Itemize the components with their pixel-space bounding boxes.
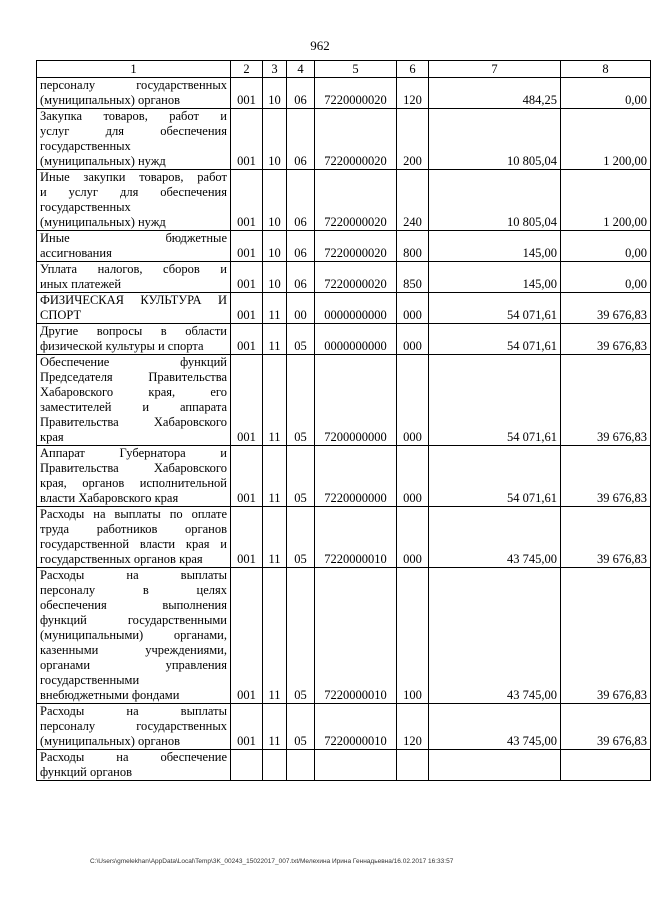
row-name-cell [37,355,231,446]
subsection-cell: 06 [287,231,315,262]
code-cell: 001 [231,507,263,568]
row-name-line: Иные закупки товаров, работ [40,170,227,184]
row-name-line: (муниципальных) нужд [40,215,166,229]
row-name-line: государственных органов края [40,552,203,566]
row-name-line: Закупка товаров, работ и [40,109,227,123]
target-article-cell: 7200000000 [315,355,397,446]
section-cell: 11 [263,293,287,324]
table-row [37,568,651,704]
code-cell: 001 [231,293,263,324]
code-cell: 001 [231,355,263,446]
table-row [37,262,651,293]
budget-table [36,60,651,781]
table-row [37,750,651,781]
row-name-line: Аппарат Губернатора и [40,446,227,460]
row-name-line: физической культуры и спорта [40,339,204,353]
row-name-cell [37,293,231,324]
row-name-line: (муниципальных) органов [40,734,181,748]
expense-type-cell: 000 [397,446,429,507]
target-article-cell: 7220000020 [315,170,397,231]
file-path-footer: C:\Users\gmelekhan\AppData\Local\Temp\3K_00243_15022017_007.txt/Мелехина Ирина Геннадьевна/16.02.2017 16:33:57 [90,858,454,865]
subsection-cell: 05 [287,507,315,568]
page-number: 962 [310,38,330,53]
table-row [37,170,651,231]
row-name-line: Расходы на обеспечение [40,750,227,764]
row-name-line: государственных [40,139,131,153]
row-name-line: ФИЗИЧЕСКАЯ КУЛЬТУРА И [40,293,227,307]
target-article-cell: 7220000020 [315,231,397,262]
row-name-cell [37,324,231,355]
row-name-line: услуг для обеспечения [40,124,227,138]
row-name-line: труда работников органов [40,522,227,536]
expense-type-cell: 000 [397,324,429,355]
section-cell: 11 [263,355,287,446]
amount-cell: 43 745,00 [429,704,561,750]
row-name-line: Расходы на выплаты по оплате [40,507,227,521]
subsection-cell: 05 [287,446,315,507]
column-header: 1 [37,61,231,78]
code-cell: 001 [231,704,263,750]
subsection-cell: 05 [287,324,315,355]
table-row [37,446,651,507]
amount-cell: 43 745,00 [429,568,561,704]
subsection-cell: 06 [287,78,315,109]
row-name-cell [37,170,231,231]
expense-type-cell: 120 [397,78,429,109]
subsection-cell: 06 [287,109,315,170]
table-row [37,293,651,324]
amount-cell: 145,00 [429,231,561,262]
row-name-line: обеспечения выполнения [40,598,227,612]
row-name-line: Правительства Хабаровского [40,461,227,475]
amount-cell: 1 200,00 [561,170,651,231]
code-cell: 001 [231,324,263,355]
row-name-line: Уплата налогов, сборов и [40,262,227,276]
amount-cell: 39 676,83 [561,293,651,324]
row-name-line: власти Хабаровского края [40,491,179,505]
target-article-cell: 0000000000 [315,293,397,324]
amount-cell: 484,25 [429,78,561,109]
expense-type-cell: 120 [397,704,429,750]
row-name-cell [37,262,231,293]
row-name-cell [37,507,231,568]
section-cell: 11 [263,568,287,704]
row-name-cell [37,109,231,170]
amount-cell: 54 071,61 [429,446,561,507]
code-cell: 001 [231,446,263,507]
row-name-cell [37,78,231,109]
row-name-cell [37,446,231,507]
expense-type-cell: 850 [397,262,429,293]
row-name-line: государственными [40,673,140,687]
expense-type-cell: 200 [397,109,429,170]
row-name-line: государственной власти края и [40,537,227,551]
target-article-cell: 7220000020 [315,262,397,293]
expense-type-cell: 000 [397,507,429,568]
target-article-cell: 0000000000 [315,324,397,355]
table-row [37,704,651,750]
row-name-line: функций государственными [40,613,227,627]
expense-type-cell: 000 [397,293,429,324]
column-header: 2 [231,61,263,78]
code-cell: 001 [231,170,263,231]
target-article-cell: 7220000010 [315,704,397,750]
amount-cell [429,750,561,781]
table-row [37,507,651,568]
row-name-line: Хабаровского края, его [40,385,227,399]
subsection-cell: 05 [287,355,315,446]
row-name-line: функций органов [40,765,133,779]
subsection-cell: 06 [287,170,315,231]
column-header: 6 [397,61,429,78]
row-name-cell [37,568,231,704]
section-cell: 10 [263,262,287,293]
subsection-cell [287,750,315,781]
column-header: 3 [263,61,287,78]
section-cell: 10 [263,170,287,231]
target-article-cell: 7220000010 [315,568,397,704]
code-cell: 001 [231,109,263,170]
amount-cell: 39 676,83 [561,324,651,355]
target-article-cell: 7220000020 [315,78,397,109]
amount-cell: 39 676,83 [561,568,651,704]
table-row [37,355,651,446]
amount-cell: 39 676,83 [561,704,651,750]
amount-cell: 1 200,00 [561,109,651,170]
section-cell: 10 [263,109,287,170]
section-cell: 10 [263,231,287,262]
expense-type-cell: 000 [397,355,429,446]
amount-cell: 0,00 [561,262,651,293]
row-name-line: (муниципальных) органов [40,93,181,107]
row-name-line: Обеспечение функций [40,355,227,369]
row-name-line: Другие вопросы в области [40,324,227,338]
row-name-cell [37,704,231,750]
row-name-line: иных платежей [40,277,122,291]
amount-cell: 39 676,83 [561,355,651,446]
row-name-line: и услуг для обеспечения [40,185,227,199]
section-cell [263,750,287,781]
row-name-cell [37,750,231,781]
amount-cell [561,750,651,781]
amount-cell: 0,00 [561,231,651,262]
row-name-line: края, органов исполнительной [40,476,227,490]
table-row [37,109,651,170]
header-row [37,61,651,78]
row-name-line: (муниципальными) органами, [40,628,227,642]
amount-cell: 10 805,04 [429,170,561,231]
target-article-cell: 7220000010 [315,507,397,568]
target-article-cell: 7220000000 [315,446,397,507]
row-name-line: Расходы на выплаты [40,704,227,718]
section-cell: 11 [263,324,287,355]
section-cell: 11 [263,507,287,568]
subsection-cell: 06 [287,262,315,293]
row-name-line: персоналу в целях [40,583,227,597]
subsection-cell: 00 [287,293,315,324]
expense-type-cell: 240 [397,170,429,231]
row-name-line: Правительства Хабаровского [40,415,227,429]
amount-cell: 10 805,04 [429,109,561,170]
row-name-line: внебюджетными фондами [40,688,180,702]
table-row [37,324,651,355]
expense-type-cell [397,750,429,781]
subsection-cell: 05 [287,704,315,750]
row-name-line: государственных [40,200,131,214]
table-row [37,231,651,262]
subsection-cell: 05 [287,568,315,704]
expense-type-cell: 100 [397,568,429,704]
code-cell [231,750,263,781]
row-name-line: Председателя Правительства [40,370,227,384]
amount-cell: 145,00 [429,262,561,293]
column-header: 7 [429,61,561,78]
target-article-cell: 7220000020 [315,109,397,170]
row-name-line: персоналу государственных [40,719,227,733]
amount-cell: 0,00 [561,78,651,109]
amount-cell: 43 745,00 [429,507,561,568]
code-cell: 001 [231,78,263,109]
table-row [37,78,651,109]
amount-cell: 54 071,61 [429,355,561,446]
row-name-line: заместителей и аппарата [40,400,227,414]
code-cell: 001 [231,568,263,704]
row-name-cell [37,231,231,262]
section-cell: 11 [263,446,287,507]
section-cell: 10 [263,78,287,109]
row-name-line: СПОРТ [40,308,82,322]
amount-cell: 39 676,83 [561,446,651,507]
section-cell: 11 [263,704,287,750]
row-name-line: казенными учреждениями, [40,643,227,657]
code-cell: 001 [231,262,263,293]
column-header: 4 [287,61,315,78]
row-name-line: Иные бюджетные [40,231,227,245]
amount-cell: 54 071,61 [429,324,561,355]
expense-type-cell: 800 [397,231,429,262]
row-name-line: края [40,430,64,444]
row-name-line: (муниципальных) нужд [40,154,166,168]
amount-cell: 54 071,61 [429,293,561,324]
column-header: 5 [315,61,397,78]
amount-cell: 39 676,83 [561,507,651,568]
code-cell: 001 [231,231,263,262]
row-name-line: органами управления [40,658,227,672]
row-name-line: ассигнования [40,246,112,260]
row-name-line: Расходы на выплаты [40,568,227,582]
target-article-cell [315,750,397,781]
row-name-line: персоналу государственных [40,78,227,92]
column-header: 8 [561,61,651,78]
